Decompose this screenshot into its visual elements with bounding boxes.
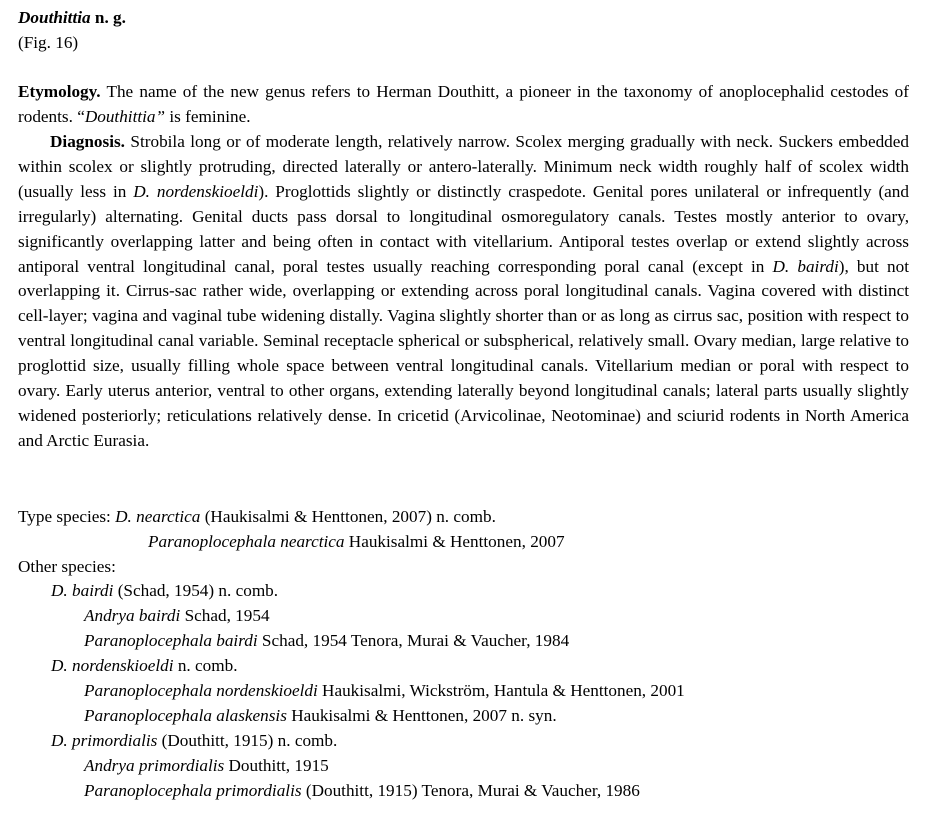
type-species-synonym	[148, 530, 565, 555]
other-species-label: Other species:	[18, 557, 116, 576]
synonym-authority: Schad, 1954	[180, 606, 270, 625]
diagnosis-text-2: ). Proglottids slightly or distinctly craspedote. Genital pores unilateral or infrequently (and irregularly) alternating. Genital ducts pass dorsal to longitudinal osmoregulatory canals. Testes mostly anterior to ovary, significantly overlapping latter and being often in contact with vitellarium. Antiporal testes overlap or extend slightly across antiporal ventral longitudinal canal, poral testes usually reaching corresponding poral canal (except in	[18, 181, 909, 276]
synonym-authority: Schad, 1954 Tenora, Murai & Vaucher, 1984	[257, 631, 570, 650]
diagnosis-text-1: Strobila long or of moderate length, relatively narrow. Scolex merging gradually with neck. Suckers embedded within scolex or slightly protruding, directed laterally or antero-laterally. Minimum neck width roughly half of scolex width (usually less in	[18, 132, 909, 201]
species-name: D. primordialis	[51, 731, 158, 750]
synonym-authority: Douthitt, 1915	[224, 756, 329, 775]
type-synonym-authority: Haukisalmi & Henttonen, 2007	[344, 532, 565, 551]
species-entry	[51, 729, 337, 754]
etymology-genus-quote: Douthittia”	[84, 106, 166, 126]
species-name: D. nordenskioeldi	[51, 656, 174, 675]
synonym-name: Paranoplocephala alaskensis	[84, 706, 287, 725]
diagnosis-text-3: ), but not overlapping it. Cirrus-sac rather wide, overlapping or extending across poral longitudinal canals. Vagina covered with distinct cell-layer; vagina and vaginal tube widening distally. Vagina slightly shorter than or as long as cirrus sac, position with respect to ventral longitudinal canal variable. Seminal receptacle spherical or subspherical, relatively small. Ovary median, large relative to proglottid size, usually filling whole space between ventral longitudinal canals. Vitellarium median or poral with respect to ovary. Early uterus anterior, ventral to other organs, extending laterally beyond longitudinal canals; lateral parts usually slightly widened posteriorly; reticulations relatively dense. In cricetid (Arvicolinae, Neotominae) and sciurid rodents in North America and Arctic Eurasia.	[18, 256, 910, 450]
synonym-authority: Haukisalmi & Henttonen, 2007 n. syn.	[286, 706, 557, 725]
new-genus-marker: n. g.	[90, 8, 126, 27]
etymology-heading: Etymology.	[18, 82, 101, 101]
diagnosis-species-1: D. nordenskioeldi	[133, 181, 259, 201]
diagnosis-paragraph	[18, 130, 909, 454]
type-species-name: D. nearctica	[115, 507, 201, 526]
species-entry	[51, 579, 278, 604]
type-synonym-name: Paranoplocephala nearctica	[148, 532, 345, 551]
species-authority: (Douthitt, 1915) n. comb.	[157, 731, 338, 750]
type-species-authority: (Haukisalmi & Henttonen, 2007) n. comb.	[200, 507, 496, 526]
type-species-label: Type species:	[18, 507, 116, 526]
species-authority: (Schad, 1954) n. comb.	[113, 581, 279, 600]
figure-reference: (Fig. 16)	[18, 33, 79, 52]
species-authority: n. comb.	[173, 656, 238, 675]
synonym-name: Paranoplocephala bairdi	[84, 631, 258, 650]
synonym-name: Andrya primordialis	[84, 756, 225, 775]
type-species-line	[18, 505, 496, 530]
species-name: D. bairdi	[51, 581, 114, 600]
genus-name: Douthittia	[18, 8, 91, 27]
synonym-entry	[84, 704, 557, 729]
synonym-name: Paranoplocephala nordenskioeldi	[84, 681, 318, 700]
synonym-entry	[84, 604, 270, 629]
species-entry	[51, 654, 238, 679]
synonym-entry	[84, 754, 329, 779]
synonym-name: Andrya bairdi	[84, 606, 181, 625]
diagnosis-heading: Diagnosis.	[50, 132, 125, 151]
synonym-entry	[84, 779, 640, 804]
synonym-entry	[84, 679, 685, 704]
synonym-entry	[84, 629, 569, 654]
etymology-text-b: is feminine.	[165, 106, 251, 126]
synonym-name: Paranoplocephala primordialis	[84, 781, 302, 800]
synonym-authority: (Douthitt, 1915) Tenora, Murai & Vaucher, 1986	[301, 781, 640, 800]
etymology-text-a: The name of the new genus refers to Herman Douthitt, a pioneer in the taxonomy of anoplocephalid cestodes of rodents. “	[18, 82, 909, 126]
etymology-paragraph	[18, 80, 909, 130]
synonym-authority: Haukisalmi, Wickström, Hantula & Henttonen, 2001	[317, 681, 685, 700]
genus-heading	[18, 6, 126, 31]
diagnosis-species-2: D. bairdi	[772, 256, 839, 276]
